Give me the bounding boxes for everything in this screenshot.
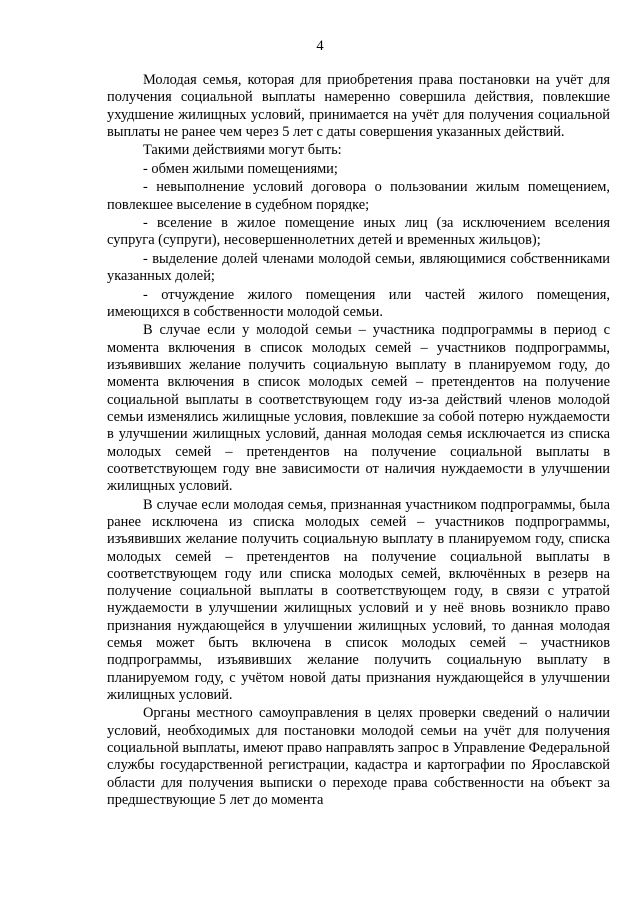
list-item: - невыполнение условий договора о пользовании жилым помещением, повлекшее выселение в судебном порядке; bbox=[107, 179, 610, 213]
list-item: - отчуждение жилого помещения или частей жилого помещения, имеющихся в собственности молодой семьи. bbox=[107, 286, 610, 320]
list-item: - обмен жилыми помещениями; bbox=[143, 160, 338, 177]
list-item: - вселение в жилое помещение иных лиц (за исключением вселения супруга (супруги), несовершеннолетних детей и временных жильцов); bbox=[107, 215, 610, 249]
document-body bbox=[107, 72, 610, 810]
paragraph: Такими действиями могут быть: bbox=[143, 142, 342, 159]
paragraph: Органы местного самоуправления в целях проверки сведений о наличии условий, необходимых для постановки молодой семьи на учёт для получения социальной выплаты, имеют право направлять запрос в Управление Федеральной службы государственной регистрации, кадастра и картографии по Ярославской области для получения выписки о переходе права собственности на объект за предшествующие 5 лет до момента bbox=[107, 705, 610, 808]
paragraph: В случае если молодая семья, признанная участником подпрограммы, была ранее исключена из списка молодых семей – участников подпрограммы, изъявивших желание получить социальную выплату в планируемом году, списка молодых семей – претендентов на получение социальной выплаты в соответствующем году или списка молодых семей, включённых в резерв на получение социальной выплаты в соответствующем году, в связи с утратой нуждаемости в улучшении жилищных условий и у неё вновь возникло право признания нуждающейся в улучшении жилищных условий, то данная молодая семья может быть включена в список молодых семей – участников подпрограммы, изъявивших желание получить социальную выплату в планируемом году, с учётом новой даты признания нуждающейся в улучшении жилищных условий. bbox=[107, 496, 610, 703]
paragraph: В случае если у молодой семьи – участника подпрограммы в период с момента включения в список молодых семей – участников подпрограммы, изъявивших желание получить социальную выплату в планируемом году, до момента включения в список молодых семей – претендентов на получение социальной выплаты в соответствующем году из-за действий членов молодой семьи изменялись жилищные условия, повлекшие за собой потерю нуждаемости в улучшении жилищных условий, данная молодая семья исключается из списка молодых семей – претендентов на получение социальной выплаты в соответствующем году вне зависимости от наличия нуждаемости в улучшении жилищных условий. bbox=[107, 322, 610, 495]
page-number: 4 bbox=[316, 38, 324, 54]
paragraph: Молодая семья, которая для приобретения права постановки на учёт для получения социальной выплаты намеренно совершила действия, повлекшие ухудшение жилищных условий, принимается на учёт для получения социальной выплаты не ранее чем через 5 лет с даты совершения указанных действий. bbox=[107, 72, 610, 140]
list-item: - выделение долей членами молодой семьи, являющимися собственниками указанных долей; bbox=[107, 250, 610, 285]
